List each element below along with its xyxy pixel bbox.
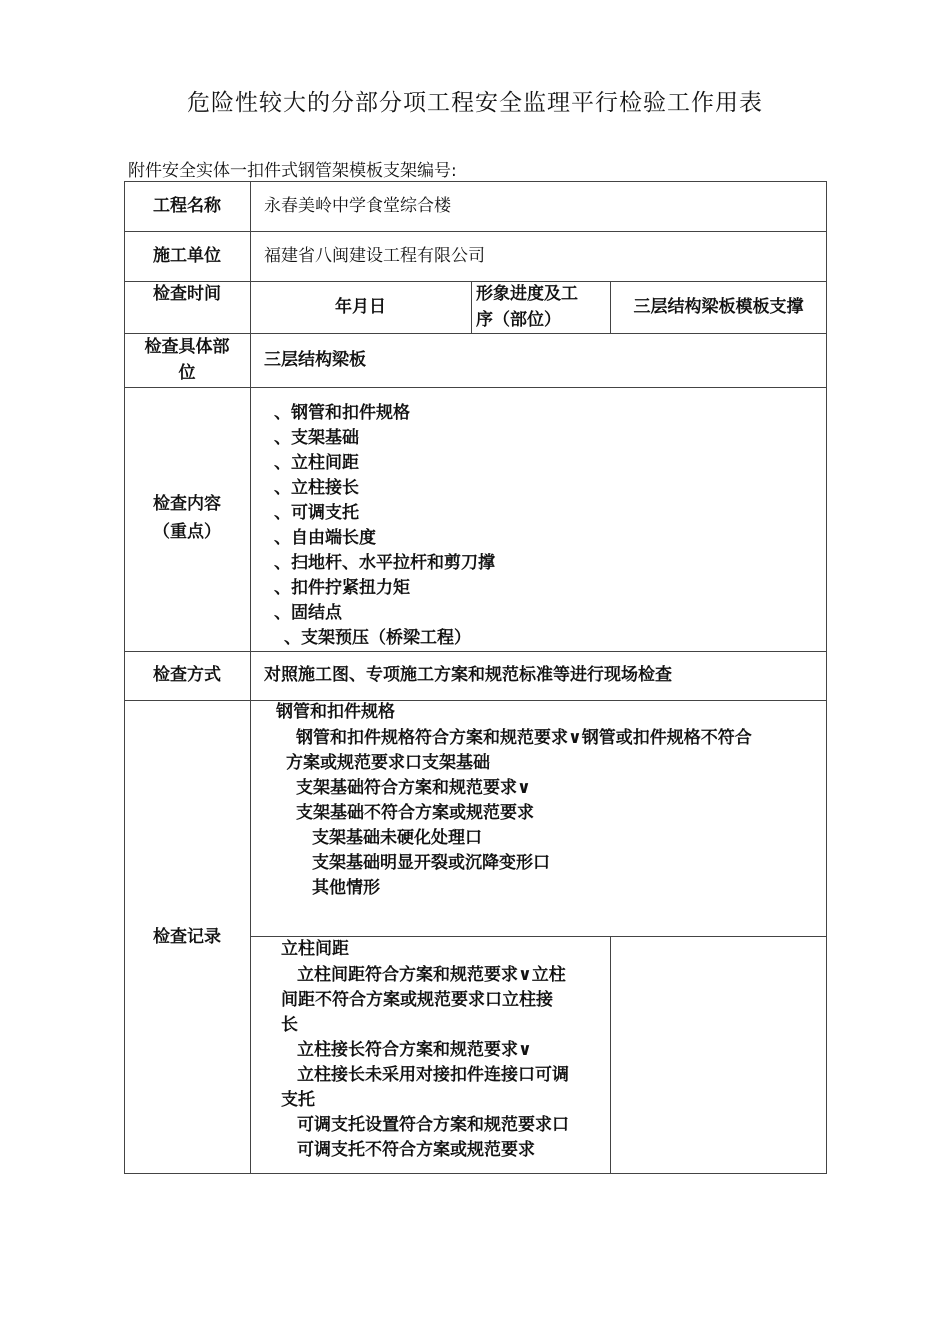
progress-label-line1: 形象进度及工 — [476, 284, 578, 304]
record-lower-line: 立柱间距 — [281, 939, 349, 959]
record-upper-line: 支架基础未硬化处理口 — [312, 828, 482, 848]
content-item: 、立柱接长 — [274, 478, 359, 498]
location-label-line2: 位 — [178, 363, 196, 383]
document-subtitle: 附件安全实体一扣件式钢管架模板支架编号: — [128, 161, 457, 181]
record-label: 检查记录 — [153, 927, 221, 947]
document-title: 危险性较大的分部分项工程安全监理平行检验工作用表 — [187, 90, 763, 116]
progress-value: 三层结构梁板模板支撑 — [633, 297, 804, 317]
content-label-line1: 检查内容 — [153, 494, 221, 514]
location-label-line1: 检查具体部 — [144, 337, 230, 357]
contractor-label: 施工单位 — [153, 246, 221, 266]
content-item: 、自由端长度 — [274, 528, 376, 548]
record-lower-line: 间距不符合方案或规范要求口立柱接 — [281, 990, 553, 1010]
column-divider — [250, 181, 251, 1174]
progress-label-line2: 序（部位） — [476, 310, 561, 330]
row-divider — [124, 651, 827, 652]
row-divider — [124, 333, 827, 334]
record-lower-line: 立柱接长未采用对接扣件连接口可调 — [297, 1065, 569, 1085]
record-upper-line: 支架基础不符合方案或规范要求 — [296, 803, 534, 823]
record-upper-line: 方案或规范要求口支架基础 — [286, 753, 490, 773]
row-divider — [124, 231, 827, 232]
record-lower-line: 可调支托不符合方案或规范要求 — [297, 1140, 535, 1160]
record-lower-line: 长 — [281, 1015, 298, 1035]
content-item: 、可调支托 — [274, 503, 359, 523]
record-upper-line: 其他情形 — [312, 878, 380, 898]
method-label: 检查方式 — [153, 665, 221, 685]
content-label-line2: （重点） — [153, 522, 221, 542]
content-item: 、支架预压（桥梁工程） — [284, 628, 471, 648]
row-divider — [124, 387, 827, 388]
inspection-time-label: 检查时间 — [153, 284, 221, 304]
content-item: 、立柱间距 — [274, 453, 359, 473]
inspection-date-value: 年月日 — [335, 297, 386, 317]
record-upper-line: 支架基础符合方案和规范要求∨ — [296, 778, 531, 798]
project-name-value: 永春美岭中学食堂综合楼 — [264, 196, 451, 216]
record-lower-line: 可调支托设置符合方案和规范要求口 — [297, 1115, 569, 1135]
content-item: 、固结点 — [274, 603, 342, 623]
contractor-value: 福建省八闽建设工程有限公司 — [264, 246, 485, 266]
record-upper-line: 钢管和扣件规格符合方案和规范要求∨钢管或扣件规格不符合 — [296, 728, 752, 748]
content-item: 、钢管和扣件规格 — [274, 403, 410, 423]
row-divider — [124, 700, 827, 701]
content-item: 、支架基础 — [274, 428, 359, 448]
record-upper-line: 钢管和扣件规格 — [276, 702, 395, 722]
column-divider — [610, 936, 611, 1174]
method-value: 对照施工图、专项施工方案和规范标准等进行现场检查 — [264, 665, 672, 685]
record-lower-line: 支托 — [281, 1090, 315, 1110]
content-item: 、扣件拧紧扭力矩 — [274, 578, 410, 598]
content-item: 、扫地杆、水平拉杆和剪刀撑 — [274, 553, 495, 573]
record-lower-line: 立柱间距符合方案和规范要求∨立柱 — [297, 965, 566, 985]
record-lower-line: 立柱接长符合方案和规范要求∨ — [297, 1040, 532, 1060]
record-upper-line: 支架基础明显开裂或沉降变形口 — [312, 853, 550, 873]
location-value: 三层结构梁板 — [264, 350, 366, 370]
column-divider — [471, 281, 472, 333]
project-name-label: 工程名称 — [153, 196, 221, 216]
